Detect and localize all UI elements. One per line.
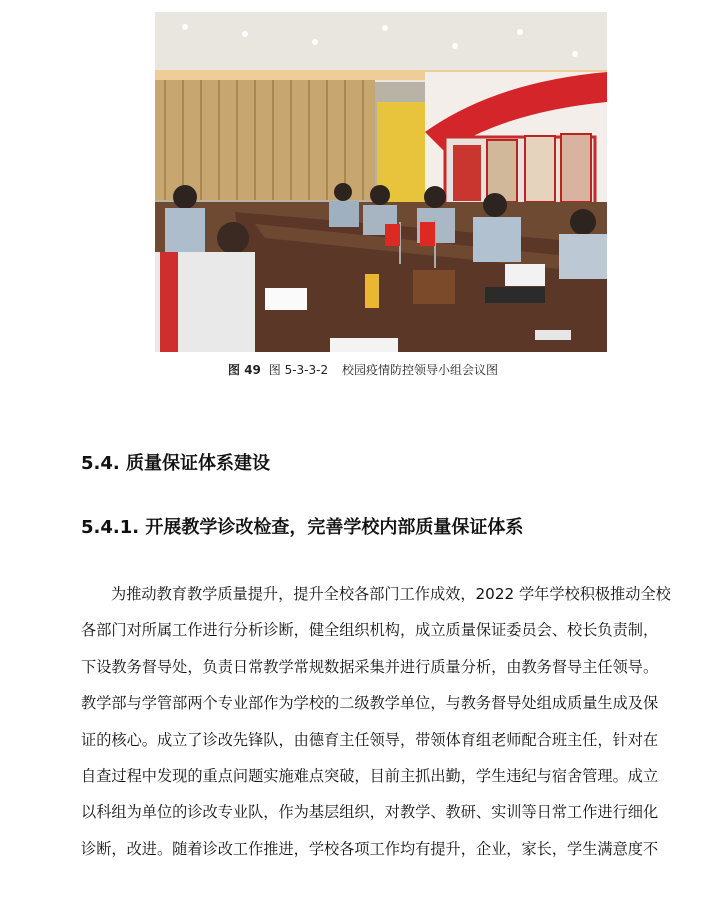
section-subheading: 5.4.1. 开展教学诊改检查，完善学校内部质量保证体系 bbox=[81, 517, 524, 538]
body-paragraph bbox=[81, 576, 693, 867]
paragraph-line: 下设教务督导处，负责日常教学常规数据采集并进行质量分析，由教务督导主任领导。 bbox=[81, 657, 659, 676]
paragraph-line: 为推动教育教学质量提升，提升全校各部门工作成效，2022 学年学校积极推动全校 bbox=[111, 585, 671, 603]
caption-number: 图 49 bbox=[228, 363, 261, 377]
caption-title: 校园疫情防控领导小组会议图 bbox=[341, 363, 498, 377]
paragraph-line: 证的核心。成立了诊改先锋队，由德育主任领导，带领体育组老师配合班主任，针对在 bbox=[81, 730, 659, 749]
meeting-photo-drawing bbox=[155, 12, 607, 352]
meeting-photo bbox=[155, 12, 607, 352]
caption-ref: 图 5-3-3-2 bbox=[268, 363, 329, 377]
paragraph-line: 诊断，改进。随着诊改工作推进，学校各项工作均有提升，企业，家长，学生满意度不 bbox=[81, 839, 659, 858]
figure-caption bbox=[0, 361, 726, 378]
paragraph-line: 以科组为单位的诊改专业队，作为基层组织，对教学、教研、实训等日常工作进行细化 bbox=[81, 803, 659, 822]
paragraph-line: 各部门对所属工作进行分析诊断，健全组织机构，成立质量保证委员会、校长负责制， bbox=[81, 621, 659, 640]
paragraph-line: 自查过程中发现的重点问题实施难点突破，目前主抓出勤，学生违纪与宿舍管理。成立 bbox=[81, 766, 659, 785]
section-heading: 5.4. 质量保证体系建设 bbox=[81, 453, 270, 474]
paragraph-line: 教学部与学管部两个专业部作为学校的二级教学单位，与教务督导处组成质量生成及保 bbox=[81, 694, 659, 713]
